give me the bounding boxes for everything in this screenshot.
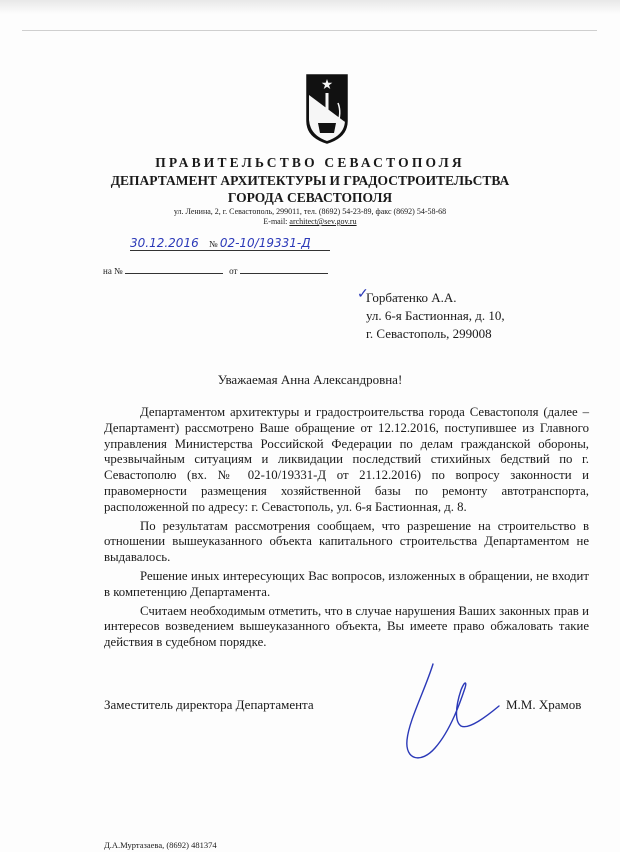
top-rule: [22, 30, 597, 31]
reply-date-blank: [240, 264, 328, 274]
from-label: от: [229, 266, 238, 276]
paragraph-1: Департаментом архитектуры и градостроительства города Севастополя (далее – Департамент) рассмотрено Ваше обращение от 12.12.2016, поступившее из Главного управления Министерства Российской Федерации по делам гражданской обороны, чрезвычайным ситуациям и ликвидации последствий стихийных бедствий по г. Севастополю (вх. № 02-10/19331-Д от 21.12.2016) по вопросу законности и правомерности размещения хозяйственной базы по ремонту автотранспорта, расположенной по адресу: г. Севастополь, ул. 6-я Бастионная, д. 8.: [104, 405, 589, 514]
recipient-name: Горбатенко А.А.: [366, 290, 457, 305]
reply-number-blank: [125, 264, 223, 274]
email-line: [0, 217, 620, 227]
signer-title: Заместитель директора Департамента: [104, 697, 314, 712]
outgoing-number: 02-10/19331-Д: [219, 236, 311, 250]
government-name: ПРАВИТЕЛЬСТВО СЕВАСТОПОЛЯ: [155, 155, 465, 170]
email-label: E-mail:: [263, 217, 290, 226]
email-link[interactable]: architect@sev.gov.ru: [289, 217, 357, 226]
department-line-2: ГОРОДА СЕВАСТОПОЛЯ: [227, 190, 393, 205]
department-line-1: ДЕПАРТАМЕНТ АРХИТЕКТУРЫ И ГРАДОСТРОИТЕЛЬСТВА: [110, 173, 510, 188]
executor-contact: Д.А.Муртазаева, (8692) 481374: [104, 840, 217, 850]
department-address: [0, 207, 620, 227]
paragraph-4: Считаем необходимым отметить, что в случае нарушения Ваших законных прав и интересов возведением вышеуказанного объекта, Вы имеете право обжаловать такие действия в судебном порядке.: [104, 603, 589, 650]
address-line: ул. Ленина, 2, г. Севастополь, 299011, тел. (8692) 54-23-89, факс (8692) 54-58-68: [173, 207, 447, 216]
number-label: №: [208, 239, 218, 249]
reference-underline: [130, 250, 330, 251]
handwritten-signature: [395, 660, 505, 770]
outgoing-reference: [130, 236, 311, 250]
recipient-street: ул. 6-я Бастионная, д. 10,: [366, 308, 505, 323]
recipient-city: г. Севастополь, 299008: [366, 326, 492, 341]
check-mark-icon: ✓: [357, 287, 369, 302]
greeting: Уважаемая Анна Александровна!: [217, 372, 403, 387]
outgoing-date: 30.12.2016: [130, 236, 199, 250]
paragraph-2: По результатам рассмотрения сообщаем, что разрешение на строительство в отношении вышеуказанного объекта капитального строительства Департаментом не выдавалось.: [104, 518, 589, 565]
sevastopol-emblem-icon: [304, 73, 350, 145]
signer-name: М.М. Храмов: [506, 697, 582, 712]
scan-edge: [0, 0, 620, 14]
recipient-block: [366, 289, 505, 343]
paragraph-3: Решение иных интересующих Вас вопросов, изложенных в обращении, не входит в компетенцию Департамента.: [104, 568, 589, 599]
department-name: [0, 172, 620, 206]
reply-reference: [103, 264, 328, 276]
reply-label: на №: [103, 266, 123, 276]
letter-body: [104, 405, 589, 654]
